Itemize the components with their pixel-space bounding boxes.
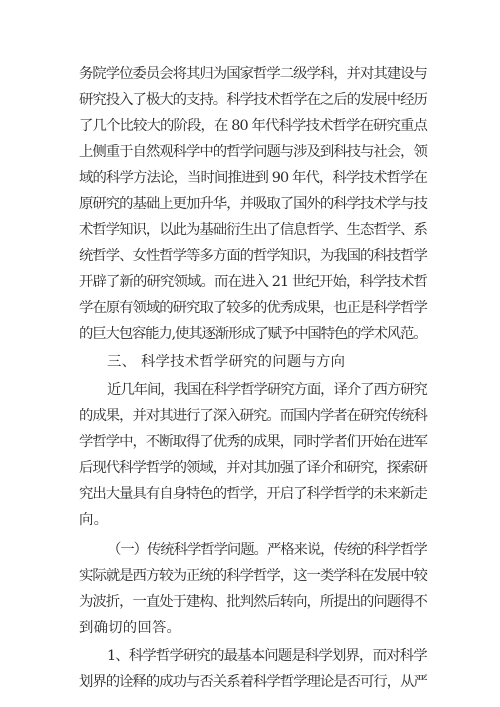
paragraph-line: 后现代科学哲学的领域，并对其加强了译介和研究，探索研 (79, 460, 427, 476)
paragraph-line: 实际就是西方较为正统的科学哲学，这一类学科在发展中较 (79, 568, 427, 584)
paragraph-line: 研究投入了极大的支持。科学技术哲学在之后的发展中经历 (79, 92, 427, 108)
paragraph-line: 务院学位委员会将其归为国家哲学二级学科，并对其建设与 (79, 66, 427, 82)
paragraph-line: 上侧重于自然观科学中的哲学问题与涉及到科技与社会，领 (79, 144, 427, 160)
paragraph-line: 的成果，并对其进行了深入研究。而国内学者在研究传统科 (79, 408, 427, 424)
paragraph-line: 域的科学方法论，当时间推进到 90 年代，科学技术哲学在 (79, 170, 428, 186)
paragraph-line: 开辟了新的研究领域。而在进入 21 世纪开始，科学技术哲 (79, 274, 428, 290)
paragraph-line: 到确切的回答。 (79, 620, 182, 636)
paragraph-line: 为波折，一直处于建构、批判然后转向，所提出的问题得不 (79, 594, 427, 610)
paragraph-line: 了几个比较大的阶段，在 80 年代科学技术哲学在研究重点 (79, 118, 428, 134)
subsection-heading-line: （一）传统科学哲学问题。严格来说，传统的科学哲学 (107, 542, 427, 558)
section-heading: 三、 科学技术哲学研究的问题与方向 (107, 354, 346, 370)
paragraph-line: 原研究的基础上更加升华，并吸取了国外的科学技术学与技 (79, 196, 427, 212)
paragraph-line: 近几年间，我国在科学哲学研究方面，译介了西方研究 (107, 382, 427, 398)
paragraph-line: 究出大量具有自身特色的哲学，开启了科学哲学的未来新走 (79, 486, 427, 502)
paragraph-line: 学哲学中，不断取得了优秀的成果，同时学者们开始在进军 (79, 434, 427, 450)
paragraph-line: 的巨大包容能力,使其逐渐形成了赋予中国特色的学术风范。 (79, 326, 427, 342)
paragraph-line: 学在原有领域的研究取了较多的优秀成果，也正是科学哲学 (79, 300, 427, 316)
paragraph-line: 1、科学哲学研究的最基本问题是科学划界，而对科学 (107, 648, 427, 664)
paragraph-line: 统哲学、女性哲学等多方面的哲学知识，为我国的科技哲学 (79, 248, 427, 264)
paragraph-line: 划界的诠释的成功与否关系着科学哲学理论是否可行，从严 (79, 674, 427, 690)
paragraph-line: 向。 (79, 512, 109, 528)
paragraph-line: 术哲学知识，以此为基础衍生出了信息哲学、生态哲学、系 (79, 222, 427, 238)
